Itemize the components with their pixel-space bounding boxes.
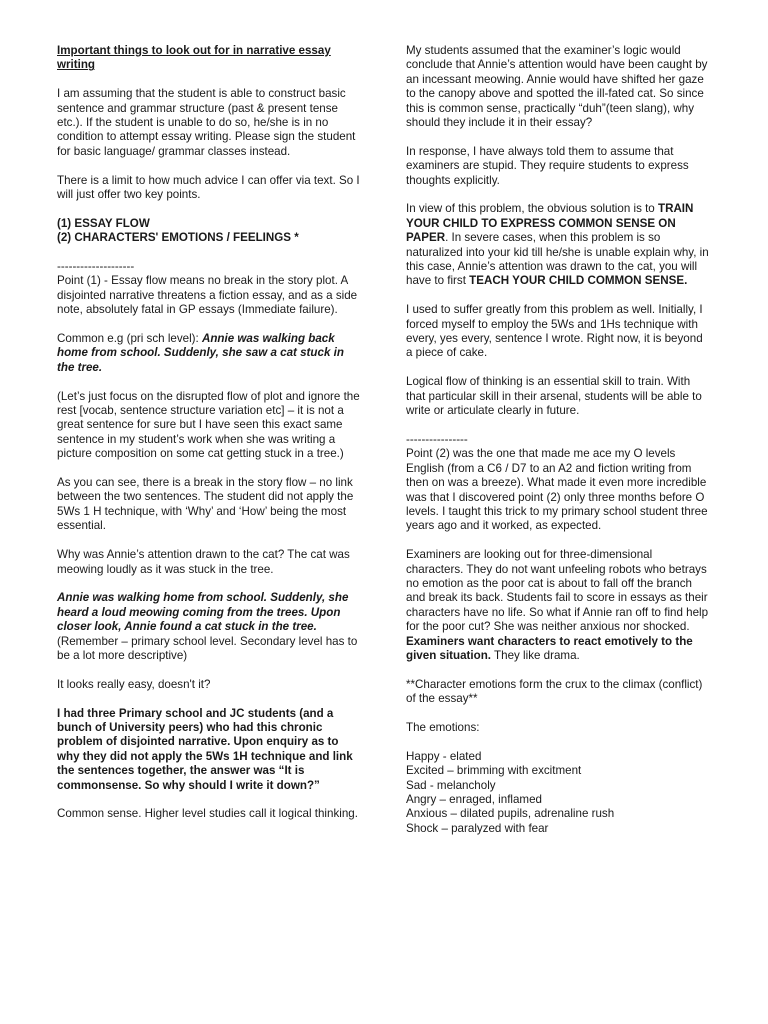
- heading-essay-flow: (1) ESSAY FLOW: [57, 216, 150, 230]
- common-sense-paragraph: Common sense. Higher level studies call it logical thinking.: [57, 807, 358, 821]
- point-1-paragraph: Point (1) - Essay flow means no break in the story plot. A disjointed narrative threatens a fiction essay, and as a side note, absolutely fatal in GP essays (Immediate failure).: [57, 274, 358, 317]
- solution-intro: In view of this problem, the obvious solution is to: [406, 202, 658, 216]
- emotion-item: Anxious – dilated pupils, adrenaline rush: [406, 807, 615, 821]
- left-column: [57, 44, 364, 836]
- solution-paragraph: [406, 202, 712, 288]
- assumed-paragraph: My students assumed that the examiner’s logic would conclude that Annie’s attention would have been caught by an incessant meowing. Annie would have shifted her gaze to the canopy above and spotted the ill-fated cat. So since this is common sense, practically “duh”(teen slang), why should they include it in their essay?: [406, 44, 708, 130]
- heading-character-emotions: (2) CHARACTERS' EMOTIONS / FEELINGS *: [57, 231, 299, 245]
- emotion-item: Happy - elated: [406, 749, 482, 763]
- response-paragraph: In response, I have always told them to assume that examiners are stupid. They require students to express thoughts explicitly.: [406, 144, 689, 187]
- separator-dashes-2: ----------------: [406, 432, 468, 446]
- solution-emphasis-2: TEACH YOUR CHILD COMMON SENSE.: [469, 274, 688, 288]
- emotion-item: Excited – brimming with excitment: [406, 764, 582, 778]
- solution-middle: . In severe cases, when this problem is so naturalized into your kid till he/she is unable explain why, in this case, Annie’s attention was drawn to the cat, you will have to first: [406, 231, 709, 288]
- separator-dashes: --------------------: [57, 260, 135, 274]
- examiners-text: Examiners are looking out for three-dimensional characters. They do not want unfeeling robots who betrays no emotion as the poor cat is about to fall off the branch and break its back. Students fail to score in essays as their characters have no life. So what if Annie ran off to find help for the poor cut? She was neither anxious nor shocked.: [406, 548, 709, 634]
- suffer-paragraph: I used to suffer greatly from this problem as well. Initially, I forced myself to employ the 5Ws and 1Hs technique with every, yes every, sentence I wrote. Right now, it is beyond a piece of cake.: [406, 303, 703, 360]
- example-prefix: Common e.g (pri sch level):: [57, 332, 202, 346]
- focus-paragraph: (Let’s just focus on the disrupted flow of plot and ignore the rest [vocab, sentence structure variation etc] – it is not a great sentence for sure but I have seen this exact same sentence in my student’s work when she was writing a picture composition on some cat getting stuck in a tree.): [57, 389, 360, 461]
- examiners-tail: They like drama.: [491, 648, 580, 662]
- right-column: [406, 44, 712, 836]
- crux-paragraph: **Character emotions form the crux to the climax (conflict) of the essay**: [406, 677, 703, 706]
- examiners-emphasis: Examiners want characters to react emotively to the given situation.: [406, 634, 693, 662]
- emotions-label: The emotions:: [406, 720, 480, 734]
- limit-paragraph: There is a limit to how much advice I can offer via text. So I will just offer two key points.: [57, 173, 360, 202]
- emotions-list: [406, 750, 712, 836]
- easy-paragraph: It looks really easy, doesn't it?: [57, 677, 211, 691]
- emotion-item: Angry – enraged, inflamed: [406, 792, 542, 806]
- intro-paragraph: I am assuming that the student is able to construct basic sentence and grammar structure (past & present tense etc.). If the student is unable to do so, he/she is in no condition to attempt essay writing. Please sign the student for basic language/ grammar classes instead.: [57, 87, 356, 158]
- point-2-paragraph: Point (2) was the one that made me ace my O levels English (from a C6 / D7 to an A2 and fiction writing from then on was a breeze). What made it even more incredible was that I discovered point (2) only three months before O levels. I taught this trick to my primary school student three years ago and it worked, as expected.: [406, 447, 708, 533]
- emotion-item: Shock – paralyzed with fear: [406, 821, 549, 835]
- why-paragraph: Why was Annie’s attention drawn to the cat? The cat was meowing loudly as it was stuck in the tree.: [57, 548, 350, 576]
- emotion-item: Sad - melancholy: [406, 778, 496, 792]
- story-break-paragraph: As you can see, there is a break in the story flow – no link between the two sentences. The student did not apply the 5Ws 1 H technique, with ‘Why’ and ‘How’ being the most essential.: [57, 476, 354, 533]
- document-title: Important things to look out for in narrative essay writing: [57, 44, 331, 72]
- solution-emphasis-1: TRAIN YOUR CHILD TO EXPRESS COMMON SENSE ON PAPER: [406, 202, 694, 245]
- example-sentence: Annie was walking back home from school. Suddenly, she saw a cat stuck in the tree.: [57, 332, 344, 374]
- students-paragraph: I had three Primary school and JC students (and a bunch of University peers) who had this chronic problem of disjointed narrative. Upon enquiry as to why they did not apply the 5Ws 1H technique and link the sentences together, the answer was “It is commonsense. So why should I write it down?”: [57, 706, 353, 792]
- examiners-paragraph: [406, 548, 712, 663]
- improved-example-paragraph: [57, 591, 364, 663]
- improved-example: Annie was walking home from school. Suddenly, she heard a loud meowing coming from the trees. Upon closer look, Annie found a cat stuck in the tree.: [57, 591, 349, 634]
- improved-example-note: (Remember – primary school level. Secondary level has to be a lot more descriptive): [57, 634, 358, 662]
- logical-flow-paragraph: Logical flow of thinking is an essential skill to train. With that particular skill in their arsenal, students will be able to write or articulate clearly in future.: [406, 375, 702, 418]
- example-paragraph: [57, 332, 364, 375]
